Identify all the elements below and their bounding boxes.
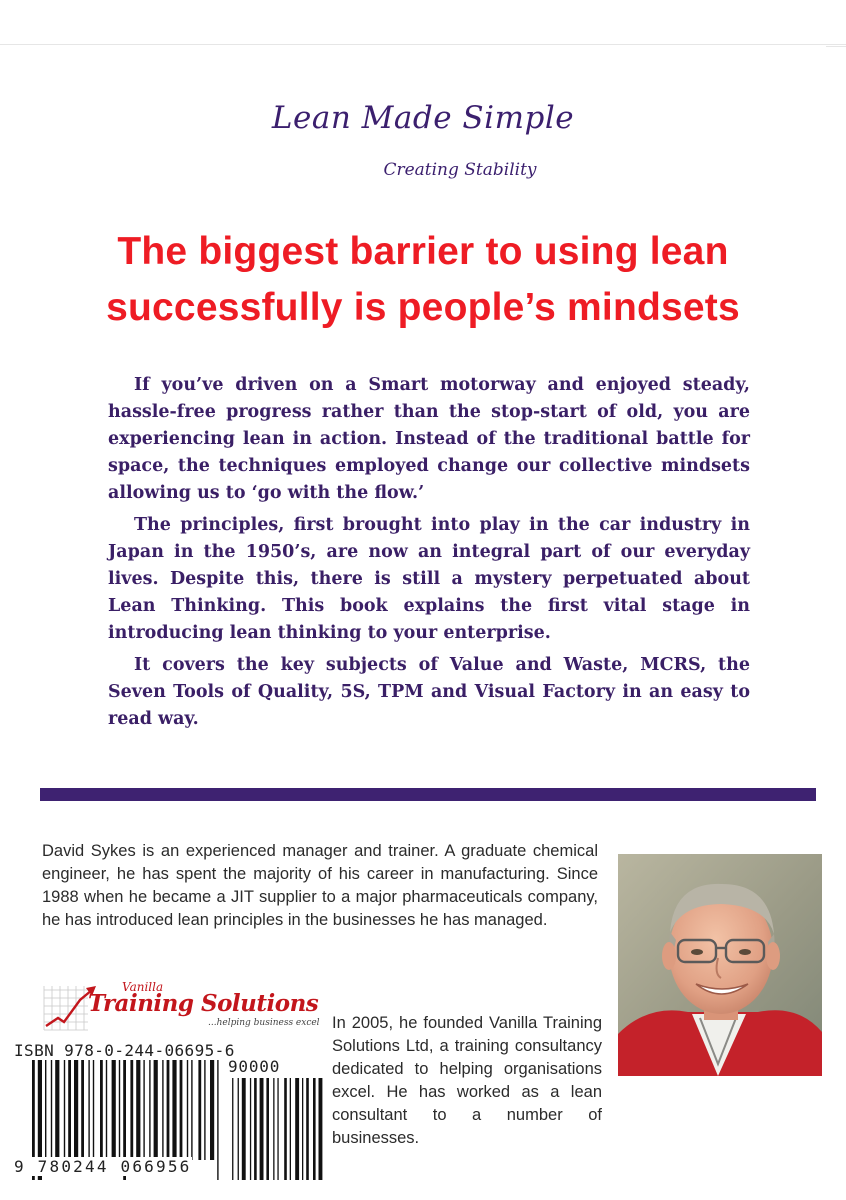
barcode-bar bbox=[100, 1060, 103, 1160]
logo-name-text: Training Solutions bbox=[88, 990, 319, 1017]
vanilla-training-logo bbox=[42, 980, 320, 1036]
barcode-addon-bar bbox=[254, 1078, 257, 1180]
barcode-bar bbox=[81, 1060, 84, 1160]
barcode-bar bbox=[93, 1060, 94, 1160]
logo-tagline-text: ...helping business excel bbox=[208, 1018, 320, 1028]
barcode-bar bbox=[172, 1060, 176, 1160]
barcode-bar bbox=[154, 1060, 158, 1160]
barcode-bar bbox=[55, 1060, 59, 1160]
barcode-addon-bar bbox=[238, 1078, 239, 1180]
blurb-paragraph-3: It covers the key subjects of Value and Waste, MCRS, the Seven Tools of Quality, 5S, TPM and Visual Factory in an easy to read way. bbox=[108, 655, 750, 729]
barcode-addon-bar bbox=[266, 1078, 269, 1180]
barcode-addon-bar bbox=[313, 1078, 316, 1180]
barcode-addon-bar bbox=[295, 1078, 299, 1180]
top-rule bbox=[0, 44, 846, 45]
barcode-bar bbox=[191, 1060, 192, 1160]
barcode-addon-bar bbox=[232, 1078, 233, 1180]
logo-vanilla-text: Vanilla bbox=[122, 980, 164, 994]
barcode-addon-bar bbox=[284, 1078, 287, 1180]
series-subtitle: Creating Stability bbox=[383, 160, 537, 180]
barcode-bar bbox=[88, 1060, 89, 1160]
barcode-bar bbox=[64, 1060, 65, 1160]
barcode-bar bbox=[74, 1060, 78, 1160]
barcode-bar bbox=[68, 1060, 71, 1160]
barcode-bar bbox=[130, 1060, 133, 1160]
barcode-bar bbox=[210, 1060, 214, 1160]
barcode-addon-bar bbox=[250, 1078, 251, 1180]
isbn-text: ISBN 978-0-244-06695-6 bbox=[14, 1041, 235, 1060]
blurb-paragraph-2: The principles, first brought into play in the car industry in Japan in the 1950’s, are now an integral part of our everyday lives. Despite this, there is still a mystery perpetuated about Lean Thinking. This book explains the first vital stage in introducing lean thinking to your enterprise. bbox=[108, 515, 750, 643]
barcode-digits: 9 780244 066956 bbox=[14, 1157, 192, 1176]
barcode-bar bbox=[198, 1060, 201, 1160]
headline bbox=[30, 224, 816, 336]
barcode-addon-bar bbox=[277, 1078, 278, 1180]
barcode-addon-bar bbox=[260, 1078, 264, 1180]
price-code: 90000 bbox=[228, 1057, 281, 1076]
barcode-bar bbox=[136, 1060, 140, 1160]
barcode-addon-bar bbox=[306, 1078, 309, 1180]
barcode-bar bbox=[149, 1060, 150, 1160]
author-portrait-image bbox=[618, 854, 822, 1076]
barcode-bar bbox=[45, 1060, 46, 1160]
barcode-bar bbox=[112, 1060, 116, 1160]
book-blurb bbox=[108, 372, 750, 738]
section-divider bbox=[40, 788, 816, 801]
barcode-bar bbox=[51, 1060, 52, 1160]
barcode-bar bbox=[119, 1060, 120, 1160]
headline-line-2: successfully is people’s mindsets bbox=[106, 286, 740, 329]
top-rule-tick bbox=[826, 46, 846, 47]
barcode-addon-bar bbox=[302, 1078, 303, 1180]
author-bio: David Sykes is an experienced manager and trainer. A graduate chemical engineer, he has spent the majority of his career in manufacturing. Since 1988 when he became a JIT supplier to a major pharmaceuticals company, he has introduced lean principles in the businesses he has managed. bbox=[42, 842, 598, 929]
author-photo bbox=[618, 854, 822, 1076]
barcode-bar bbox=[162, 1060, 163, 1160]
barcode-addon-bar bbox=[242, 1078, 246, 1180]
barcode-bar bbox=[204, 1060, 205, 1160]
author-bio-continued: In 2005, he founded Vanilla Training Solutions Ltd, a training consultancy dedicated to helping organisations excel. He has worked as a lean consultant to a number of businesses. bbox=[332, 1014, 602, 1147]
barcode-bar bbox=[143, 1060, 144, 1160]
barcode-addon-bar bbox=[290, 1078, 291, 1180]
barcode-bar bbox=[106, 1060, 107, 1160]
barcode-addon-bar bbox=[273, 1078, 274, 1180]
headline-line-1: The biggest barrier to using lean bbox=[117, 230, 729, 273]
barcode-addon-bar bbox=[319, 1078, 323, 1180]
barcode-bar bbox=[180, 1060, 183, 1160]
barcode-bar bbox=[187, 1060, 188, 1160]
barcode-bar bbox=[217, 1060, 218, 1180]
blurb-paragraph-1: If you’ve driven on a Smart motorway and enjoyed steady, hassle-free progress rather than the stop-start of old, you are experiencing lean in action. Instead of the traditional battle for space, the techniques employed change our collective mindsets allowing us to ‘go with the flow.’ bbox=[108, 375, 750, 503]
barcode-bar bbox=[167, 1060, 170, 1160]
series-title: Lean Made Simple bbox=[271, 100, 575, 136]
